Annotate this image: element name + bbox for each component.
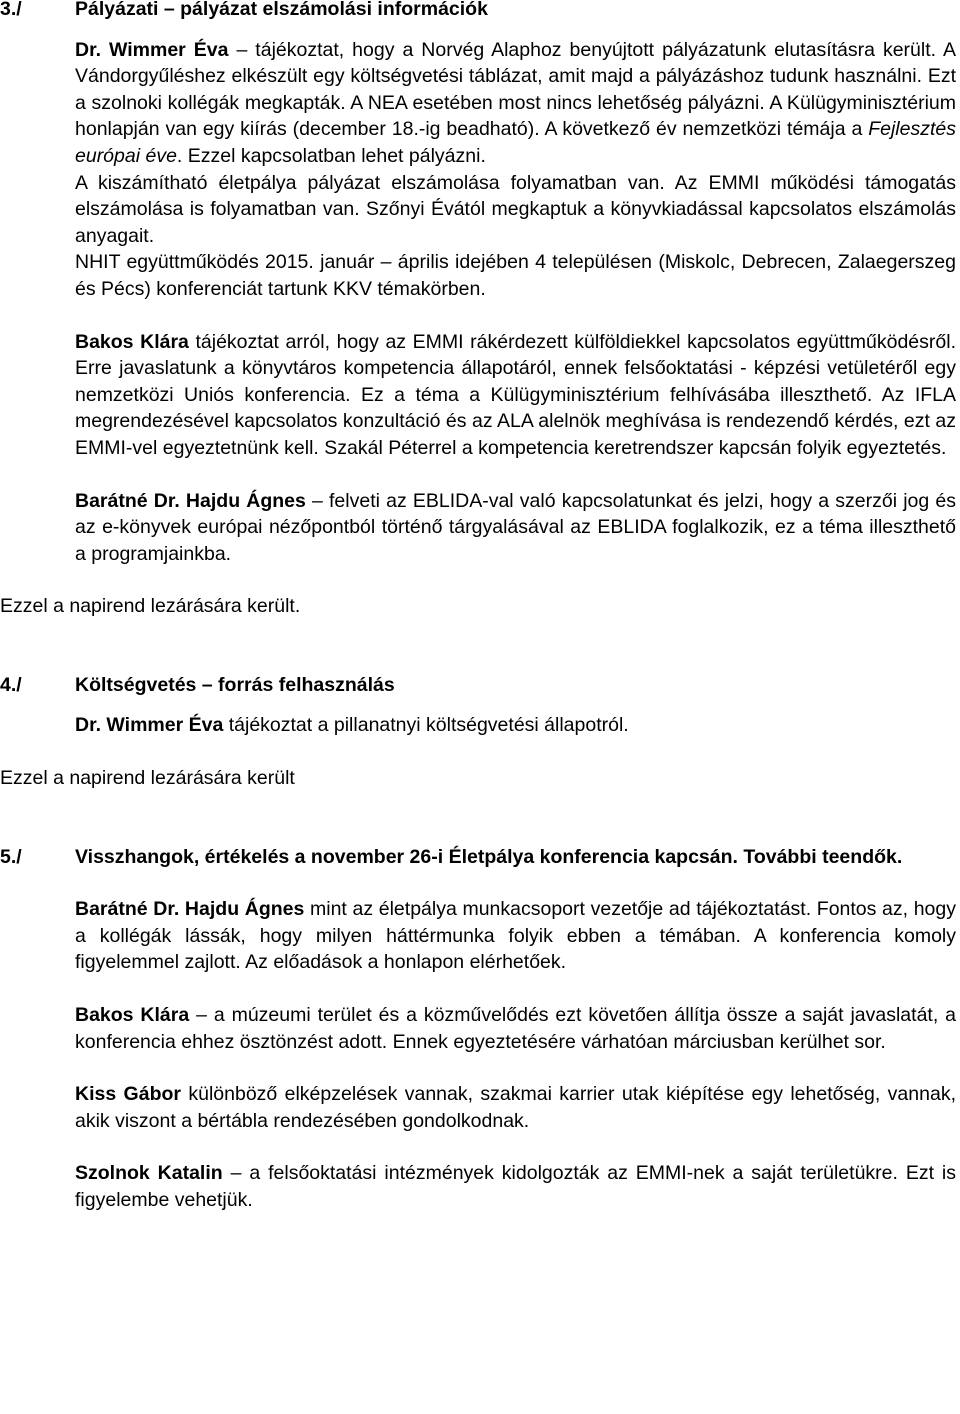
speaker-name: Dr. Wimmer Éva bbox=[75, 38, 229, 61]
closing-statement: Ezzel a napirend lezárására került. bbox=[0, 595, 301, 618]
paragraph-text: – a múzeumi terület és a közművelődés ezt követően állítja össze a saját javaslatát, a konferencia ehhez ösztönzést adott. Ennek egyeztetésére várhatóan márciusban kerülhet sor. bbox=[75, 1004, 956, 1053]
speaker-name: Barátné Dr. Hajdu Ágnes bbox=[75, 489, 306, 512]
paragraph bbox=[75, 1081, 956, 1134]
paragraph-text: . Ezzel kapcsolatban lehet pályázni. bbox=[176, 144, 486, 167]
paragraph bbox=[75, 1160, 956, 1213]
speaker-name: Dr. Wimmer Éva bbox=[75, 714, 224, 737]
speaker-name: Bakos Klára bbox=[75, 1004, 190, 1027]
paragraph bbox=[75, 896, 956, 976]
paragraph-text: mint az életpálya munkacsoport vezetője ad tájékoztatást. Fontos az, hogy a kollégák lássák, hogy milyen háttérmunka folyik ebben a témában. A konferencia komoly figyelemmel zajlott. Az előadások a honlapon elérhetőek. bbox=[75, 898, 956, 974]
closing-statement: Ezzel a napirend lezárására került bbox=[0, 767, 295, 790]
section-number: 5./ bbox=[0, 845, 22, 868]
paragraph-text: – a felsőoktatási intézmények kidolgozták az EMMI-nek a saját területükre. Ezt is figyelembe vehetjük. bbox=[75, 1162, 957, 1211]
paragraph-text: – tájékoztat, hogy a Norvég Alaphoz benyújtott pályázatunk elutasításra került. A Vándorgyűléshez elkészült egy költségvetési táblázat, amit majd a pályázáshoz tudunk használni. Ezt a szolnoki kollégák megkapták. A NEA esetében most nincs lehetőség pályázni. A Külügyminisztérium honlapján van egy kiírás (december 18.-ig beadható). A következő év nemzetközi témája a bbox=[75, 38, 956, 141]
paragraph bbox=[75, 712, 956, 739]
paragraph bbox=[75, 1002, 956, 1055]
emphasis-text: Fejlesztés európai éve bbox=[75, 118, 956, 167]
speaker-name: Kiss Gábor bbox=[75, 1083, 181, 1106]
speaker-name: Barátné Dr. Hajdu Ágnes bbox=[75, 898, 305, 921]
paragraph bbox=[75, 329, 956, 462]
section-heading bbox=[0, 0, 960, 23]
section-title: Visszhangok, értékelés a november 26-i Életpálya konferencia kapcsán. További teendők. bbox=[75, 845, 903, 868]
speaker-name: Szolnok Katalin bbox=[75, 1162, 223, 1185]
paragraph bbox=[75, 488, 956, 568]
paragraph-text: különböző elképzelések vannak, szakmai karrier utak kiépítése egy lehetőség, vannak, akik viszont a bértábla rendezésében gondolkodnak. bbox=[75, 1083, 956, 1132]
paragraph-text: tájékoztat a pillanatnyi költségvetési állapotról. bbox=[223, 714, 629, 737]
speaker-name: Bakos Klára bbox=[75, 330, 189, 353]
paragraph: NHIT együttműködés 2015. január – április idejében 4 településen (Miskolc, Debrecen, Zalaegerszeg és Pécs) konferenciát tartunk KKV témakörben. bbox=[75, 251, 956, 300]
paragraph-text: tájékoztat arról, hogy az EMMI rákérdezett külföldiekkel kapcsolatos együttműködésről. Erre javaslatunk a könyvtáros kompetencia állapotáról, ennek felsőoktatási - képzési vetületéről egy nemzetközi Uniós konferencia. Ez a téma a Külügyminisztérium felhívásába illeszthető. Az IFLA megrendezésével kapcsolatos konzultáció és az ALA alelnök meghívása is rendezendő kérdés, ezt az EMMI-vel egyeztetnünk kell. Szakál Péterrel a kompetencia keretrendszer kapcsán folyik egyeztetés. bbox=[75, 330, 956, 459]
paragraph-text: – felveti az EBLIDA-val való kapcsolatunkat és jelzi, hogy a szerzői jog és az e-könyvek európai nézőpontból történő tárgyalásával az EBLIDA foglalkozik, ez a téma illeszthető a programjainkba. bbox=[75, 489, 956, 565]
section-title: Költségvetés – forrás felhasználás bbox=[75, 673, 395, 696]
section-number: 4./ bbox=[0, 673, 22, 696]
paragraph bbox=[75, 37, 956, 170]
section-heading bbox=[0, 844, 960, 871]
section-title: Pályázati – pályázat elszámolási információk bbox=[75, 0, 488, 20]
section-number: 3./ bbox=[0, 0, 22, 20]
section-heading bbox=[0, 672, 960, 699]
paragraph: A kiszámítható életpálya pályázat elszámolása folyamatban van. Az EMMI működési támogatás elszámolása is folyamatban van. Szőnyi Évától megkaptuk a könyvkiadással kapcsolatos elszámolás anyagait. bbox=[75, 171, 956, 247]
